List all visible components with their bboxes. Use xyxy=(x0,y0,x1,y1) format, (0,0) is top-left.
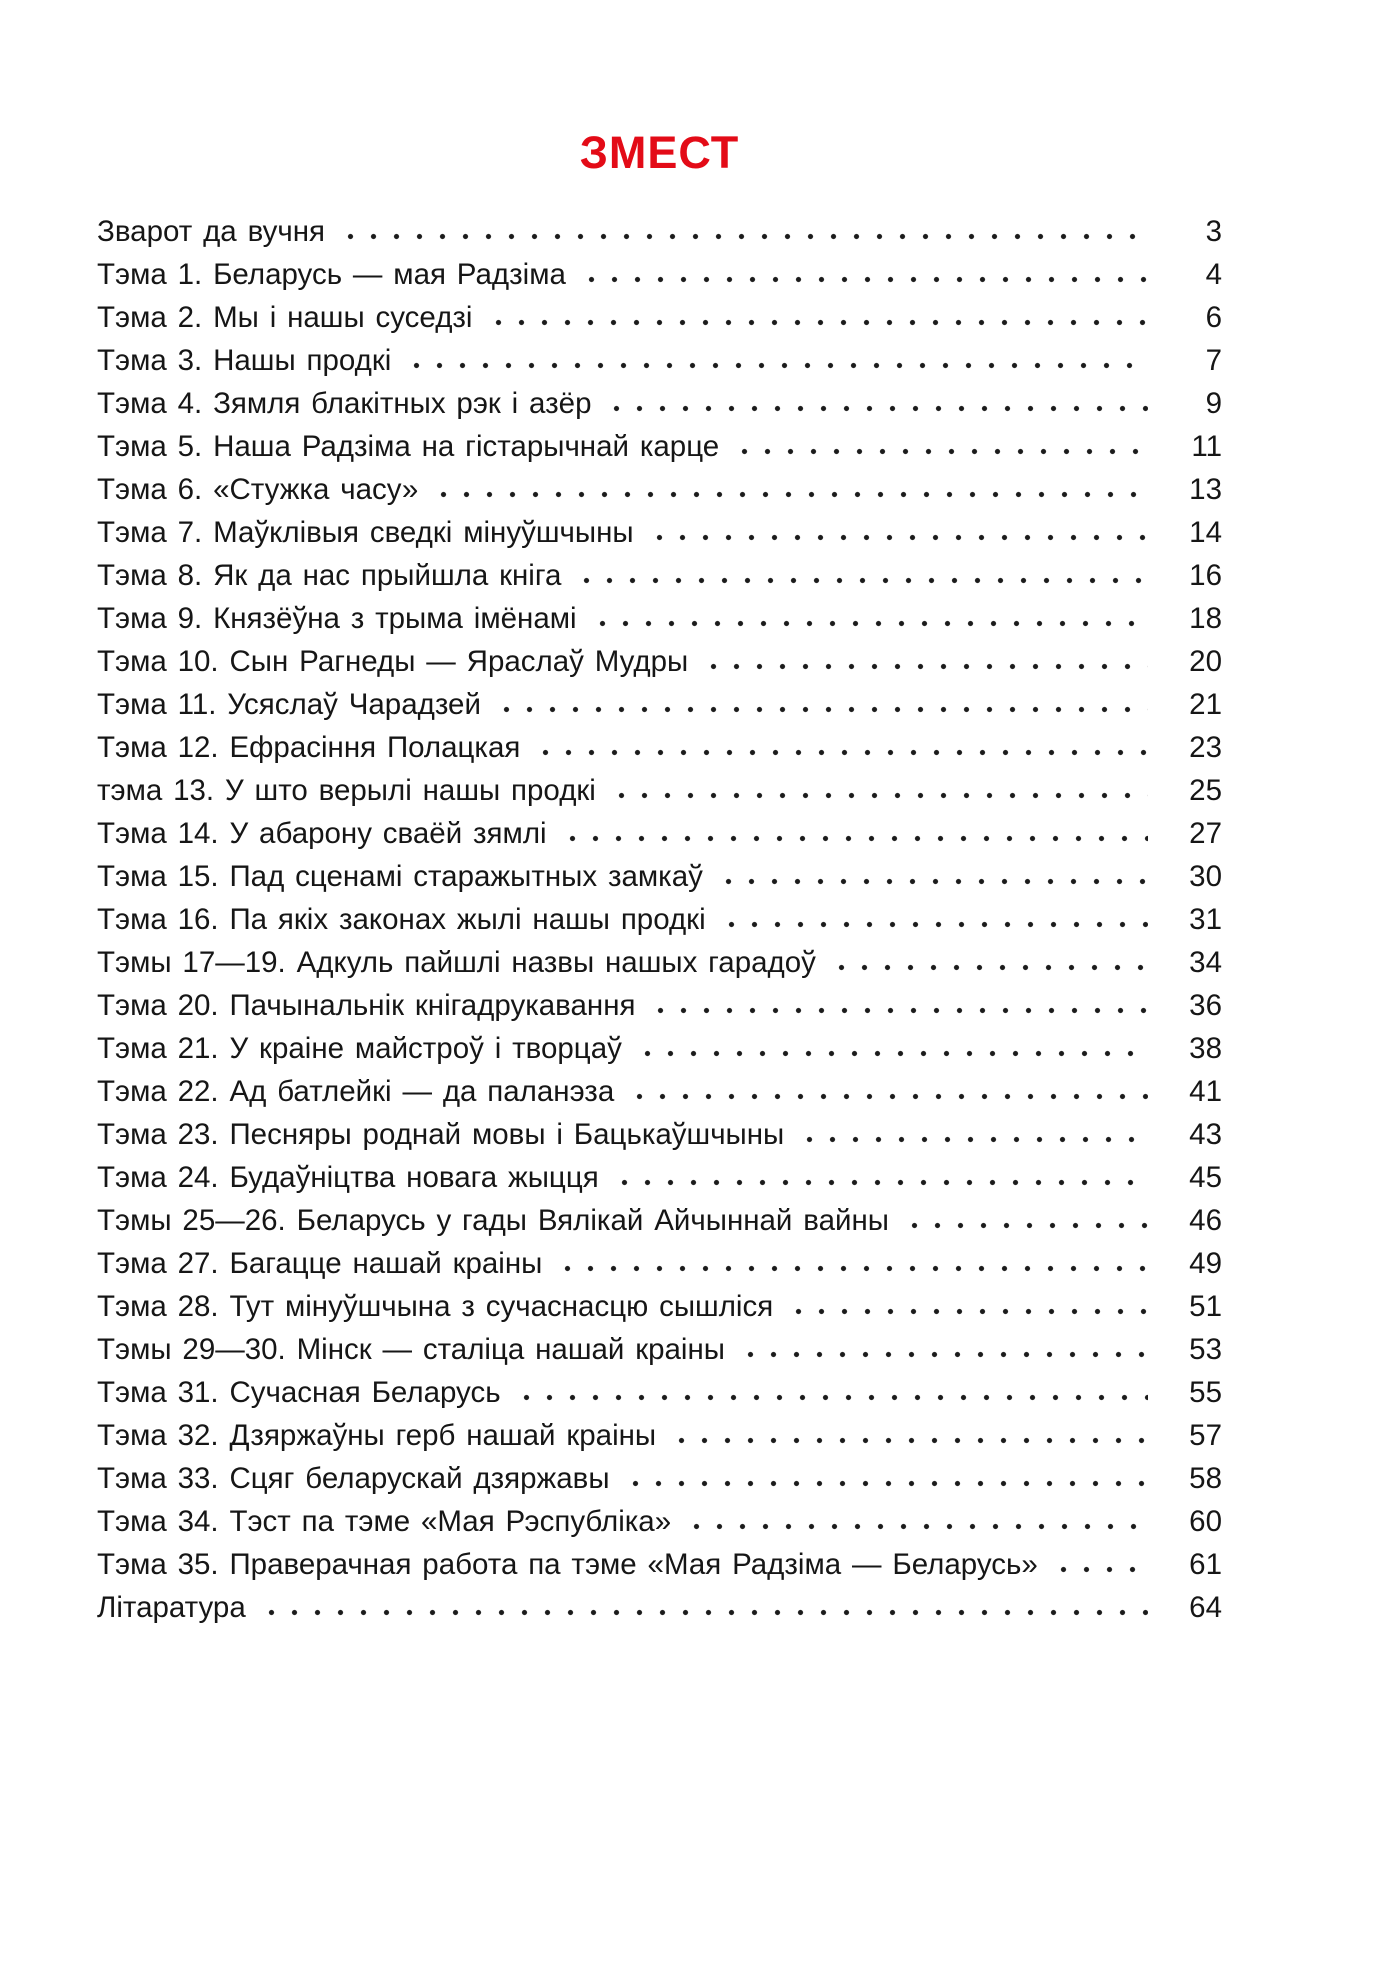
toc-entry-label: Тэмы 17—19. Адкуль пайшлі назвы нашых гарадоў xyxy=(97,946,816,979)
toc-entry-page: 13 xyxy=(1189,473,1222,506)
toc-entry-label: Тэма 3. Нашы продкі xyxy=(97,344,392,377)
toc-entry-label: Літаратура xyxy=(97,1591,246,1624)
toc-entry xyxy=(97,1027,1222,1070)
toc-entry-page: 25 xyxy=(1189,774,1222,807)
toc-entry-label: Тэма 22. Ад батлейкі — да паланэза xyxy=(97,1075,615,1108)
toc-entry-label: Тэма 12. Ефрасіння Полацкая xyxy=(97,731,521,764)
toc-entry-page: 14 xyxy=(1189,516,1222,549)
toc-entry xyxy=(97,640,1222,683)
dot-leader xyxy=(578,253,1148,296)
toc-entry xyxy=(97,511,1222,554)
toc-entry-label: Тэма 27. Багацце нашай краіны xyxy=(97,1247,543,1280)
toc-entry xyxy=(97,1500,1222,1543)
toc-entry xyxy=(97,468,1222,511)
toc-entry xyxy=(97,1414,1222,1457)
dot-leader xyxy=(626,1070,1148,1113)
dot-leader xyxy=(731,425,1148,468)
toc-entry-page: 7 xyxy=(1205,344,1222,377)
toc-entry-page: 20 xyxy=(1189,645,1222,678)
toc-entry-label: Тэма 4. Зямля блакітных рэк і азёр xyxy=(97,387,592,420)
dot-leader xyxy=(646,511,1148,554)
toc-entry-label: Тэма 31. Сучасная Беларусь xyxy=(97,1376,501,1409)
dot-leader xyxy=(559,812,1148,855)
toc-entry-label: Тэма 21. У краіне майстроў і творцаў xyxy=(97,1032,622,1065)
dot-leader xyxy=(622,1457,1148,1500)
toc-entry-page: 38 xyxy=(1189,1032,1222,1065)
dot-leader xyxy=(493,683,1148,726)
toc-entry-label: Зварот да вучня xyxy=(97,215,325,248)
toc-entry xyxy=(97,898,1222,941)
toc-entry-page: 55 xyxy=(1189,1376,1222,1409)
toc-entry xyxy=(97,296,1222,339)
toc-entry-label: Тэма 7. Маўклівыя сведкі мінуўшчыны xyxy=(97,516,634,549)
toc-entry-page: 3 xyxy=(1205,215,1222,248)
dot-leader xyxy=(337,210,1148,253)
toc-entry-label: Тэмы 25—26. Беларусь у гады Вялікай Айчыннай вайны xyxy=(97,1204,889,1237)
toc-entry-label: Тэма 10. Сын Рагнеды — Яраслаў Мудры xyxy=(97,645,689,678)
dot-leader xyxy=(634,1027,1148,1070)
toc-entry-label: Тэма 9. Князёўна з трыма імёнамі xyxy=(97,602,577,635)
toc-entry-label: Тэма 23. Песняры роднай мовы і Бацькаўшчыны xyxy=(97,1118,785,1151)
toc-entry-label: Тэма 35. Праверачная работа па тэме «Мая Радзіма — Беларусь» xyxy=(97,1548,1038,1581)
toc-entry-page: 9 xyxy=(1205,387,1222,420)
toc-entry-page: 4 xyxy=(1205,258,1222,291)
dot-leader xyxy=(647,984,1148,1027)
dot-leader xyxy=(796,1113,1148,1156)
toc-entry-label: Тэма 5. Наша Радзіма на гістарычнай карце xyxy=(97,430,720,463)
toc-entry xyxy=(97,941,1222,984)
toc-entry-page: 16 xyxy=(1189,559,1222,592)
toc-entry-label: Тэмы 29—30. Мінск — сталіца нашай краіны xyxy=(97,1333,725,1366)
dot-leader xyxy=(785,1285,1148,1328)
toc-entry-page: 51 xyxy=(1189,1290,1222,1323)
toc-entry xyxy=(97,554,1222,597)
toc-entry-page: 43 xyxy=(1189,1118,1222,1151)
toc-entry-page: 18 xyxy=(1189,602,1222,635)
dot-leader xyxy=(608,769,1148,812)
toc-entry-page: 36 xyxy=(1189,989,1222,1022)
toc-entry xyxy=(97,1371,1222,1414)
toc-entry xyxy=(97,1328,1222,1371)
toc-entry-label: Тэма 6. «Стужка часу» xyxy=(97,473,419,506)
toc-entry-label: Тэма 8. Як да нас прыйшла кніга xyxy=(97,559,562,592)
dot-leader xyxy=(430,468,1148,511)
toc-entry xyxy=(97,1070,1222,1113)
toc-entry xyxy=(97,1457,1222,1500)
toc-entry-label: Тэма 24. Будаўніцтва новага жыцця xyxy=(97,1161,599,1194)
dot-leader xyxy=(828,941,1148,984)
toc-entry xyxy=(97,812,1222,855)
dot-leader xyxy=(700,640,1148,683)
toc-entry-page: 6 xyxy=(1205,301,1222,334)
toc-entry-page: 41 xyxy=(1189,1075,1222,1108)
dot-leader xyxy=(737,1328,1148,1371)
toc-entry xyxy=(97,1543,1222,1586)
toc-entry xyxy=(97,1586,1222,1629)
toc-entry-label: Тэма 33. Сцяг беларускай дзяржавы xyxy=(97,1462,610,1495)
toc-entry-label: Тэма 1. Беларусь — мая Радзіма xyxy=(97,258,566,291)
dot-leader xyxy=(403,339,1148,382)
toc-entry xyxy=(97,1113,1222,1156)
toc-entry-page: 60 xyxy=(1189,1505,1222,1538)
toc-entry-label: тэма 13. У што верылі нашы продкі xyxy=(97,774,596,807)
toc-entry xyxy=(97,984,1222,1027)
toc-entry-page: 57 xyxy=(1189,1419,1222,1452)
toc-entry-page: 46 xyxy=(1189,1204,1222,1237)
contents-page xyxy=(97,122,1222,1629)
toc-entry-label: Тэма 20. Пачынальнік кнігадрукавання xyxy=(97,989,636,1022)
dot-leader xyxy=(715,855,1148,898)
toc-entry xyxy=(97,1285,1222,1328)
dot-leader xyxy=(603,382,1148,425)
toc-entry-page: 21 xyxy=(1189,688,1222,721)
toc-entry xyxy=(97,855,1222,898)
toc-entry xyxy=(97,726,1222,769)
toc-entry-label: Тэма 11. Усяслаў Чарадзей xyxy=(97,688,481,721)
dot-leader xyxy=(611,1156,1148,1199)
toc-entry xyxy=(97,339,1222,382)
toc-entry xyxy=(97,382,1222,425)
toc-entry-page: 23 xyxy=(1189,731,1222,764)
toc-entry-page: 58 xyxy=(1189,1462,1222,1495)
toc-entry-label: Тэма 32. Дзяржаўны герб нашай краіны xyxy=(97,1419,657,1452)
toc-entry xyxy=(97,1156,1222,1199)
dot-leader xyxy=(718,898,1148,941)
toc-entry xyxy=(97,1199,1222,1242)
dot-leader xyxy=(573,554,1148,597)
dot-leader xyxy=(485,296,1149,339)
toc-entry-page: 11 xyxy=(1191,430,1222,463)
dot-leader xyxy=(668,1414,1148,1457)
toc-entry xyxy=(97,683,1222,726)
toc-entry xyxy=(97,425,1222,468)
toc-entry xyxy=(97,769,1222,812)
toc-entry-page: 45 xyxy=(1189,1161,1222,1194)
toc-entry-page: 34 xyxy=(1189,946,1222,979)
dot-leader xyxy=(532,726,1148,769)
toc-entry-label: Тэма 34. Тэст па тэме «Мая Рэспубліка» xyxy=(97,1505,672,1538)
toc-entry-page: 49 xyxy=(1189,1247,1222,1280)
dot-leader xyxy=(1050,1543,1148,1586)
toc-entry xyxy=(97,1242,1222,1285)
toc-entry-label: Тэма 15. Пад сценамі старажытных замкаў xyxy=(97,860,703,893)
page-title: ЗМЕСТ xyxy=(579,127,740,178)
dot-leader xyxy=(901,1199,1148,1242)
toc-list xyxy=(97,210,1222,1629)
dot-leader xyxy=(513,1371,1148,1414)
toc-entry xyxy=(97,597,1222,640)
toc-entry-page: 53 xyxy=(1189,1333,1222,1366)
dot-leader xyxy=(683,1500,1148,1543)
toc-entry-label: Тэма 16. Па якіх законах жылі нашы продкі xyxy=(97,903,706,936)
toc-entry-label: Тэма 28. Тут мінуўшчына з сучаснасцю сышліся xyxy=(97,1290,774,1323)
toc-entry xyxy=(97,210,1222,253)
toc-entry-page: 64 xyxy=(1189,1591,1222,1624)
toc-entry-page: 27 xyxy=(1189,817,1222,850)
toc-entry xyxy=(97,253,1222,296)
toc-entry-page: 31 xyxy=(1189,903,1222,936)
dot-leader xyxy=(258,1586,1148,1629)
toc-entry-label: Тэма 14. У абарону сваёй зямлі xyxy=(97,817,547,850)
toc-entry-label: Тэма 2. Мы і нашы суседзі xyxy=(97,301,473,334)
toc-entry-page: 30 xyxy=(1189,860,1222,893)
dot-leader xyxy=(554,1242,1148,1285)
toc-entry-page: 61 xyxy=(1189,1548,1222,1581)
dot-leader xyxy=(589,597,1148,640)
